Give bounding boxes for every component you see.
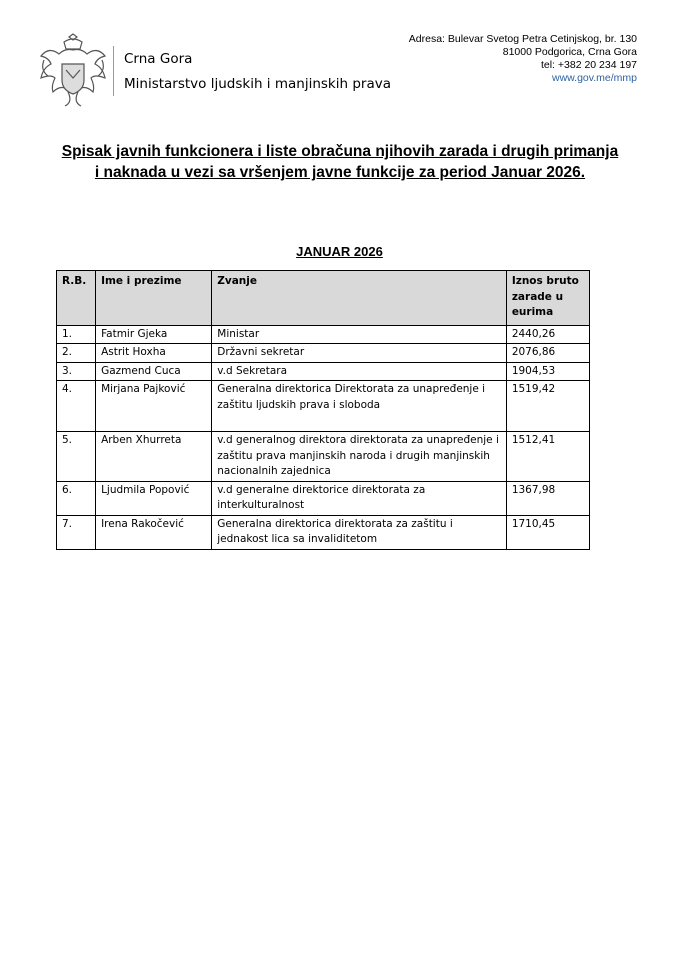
cell-title: Generalna direktorica direktorata za zaštitu i jednakost lica sa invaliditetom [212,515,507,549]
document-title: Spisak javnih funkcionera i liste obračuna njihovih zarada i drugih primanja i naknada u vezi sa vršenjem javne funkcije za period Januar 2026. [61,143,619,181]
cell-rb: 6. [57,481,96,515]
cell-amount: 2076,86 [506,344,589,363]
address-line-1: Adresa: Bulevar Svetog Petra Cetinjskog, br. 130 [408,33,637,45]
phone: tel: +382 20 234 197 [540,59,637,71]
cell-rb: 2. [57,344,96,363]
cell-title: v.d generalnog direktora direktorata za unapređenje i zaštitu prava manjinskih naroda i drugih manjinskih nacionalnih zajednica [212,432,507,482]
country-name: Crna Gora [124,51,193,67]
salary-table [56,270,590,550]
cell-rb: 3. [57,362,96,381]
cell-amount: 1710,45 [506,515,589,549]
cell-rb: 1. [57,325,96,344]
header-name: Ime i prezime [96,271,212,326]
website-link[interactable]: www.gov.me/mmp [552,72,637,84]
cell-name: Arben Xhurreta [96,432,212,482]
table-row [57,381,590,432]
cell-amount: 1512,41 [506,432,589,482]
table-row [57,481,590,515]
cell-amount: 1367,98 [506,481,589,515]
header-title: Zvanje [212,271,507,326]
cell-title: Državni sekretar [212,344,507,363]
header-divider [113,46,114,96]
cell-amount: 1519,42 [506,381,589,432]
ministry-name: Ministarstvo ljudskih i manjinskih prava [124,76,391,92]
table-row [57,432,590,482]
contact-block [409,33,637,85]
table-row [57,325,590,344]
table-row [57,515,590,549]
cell-name: Gazmend Cuca [96,362,212,381]
address-line-2: 81000 Podgorica, Crna Gora [502,46,637,58]
table-row [57,362,590,381]
month-heading: JANUAR 2026 [296,244,383,259]
header-rb: R.B. [57,271,96,326]
table-header-row [57,271,590,326]
cell-amount: 2440,26 [506,325,589,344]
cell-title: v.d generalne direktorice direktorata za interkulturalnost [212,481,507,515]
cell-name: Ljudmila Popović [96,481,212,515]
table-row [57,344,590,363]
cell-amount: 1904,53 [506,362,589,381]
cell-rb: 4. [57,381,96,432]
cell-name: Irena Rakočević [96,515,212,549]
cell-title: Ministar [212,325,507,344]
coat-of-arms-logo [38,30,108,110]
header-amount: Iznos bruto zarade u eurima [506,271,589,326]
cell-name: Astrit Hoxha [96,344,212,363]
cell-title: Generalna direktorica Direktorata za unapređenje i zaštitu ljudskih prava i sloboda [212,381,507,432]
cell-rb: 5. [57,432,96,482]
cell-name: Mirjana Pajković [96,381,212,432]
cell-rb: 7. [57,515,96,549]
cell-name: Fatmir Gjeka [96,325,212,344]
cell-title: v.d Sekretara [212,362,507,381]
